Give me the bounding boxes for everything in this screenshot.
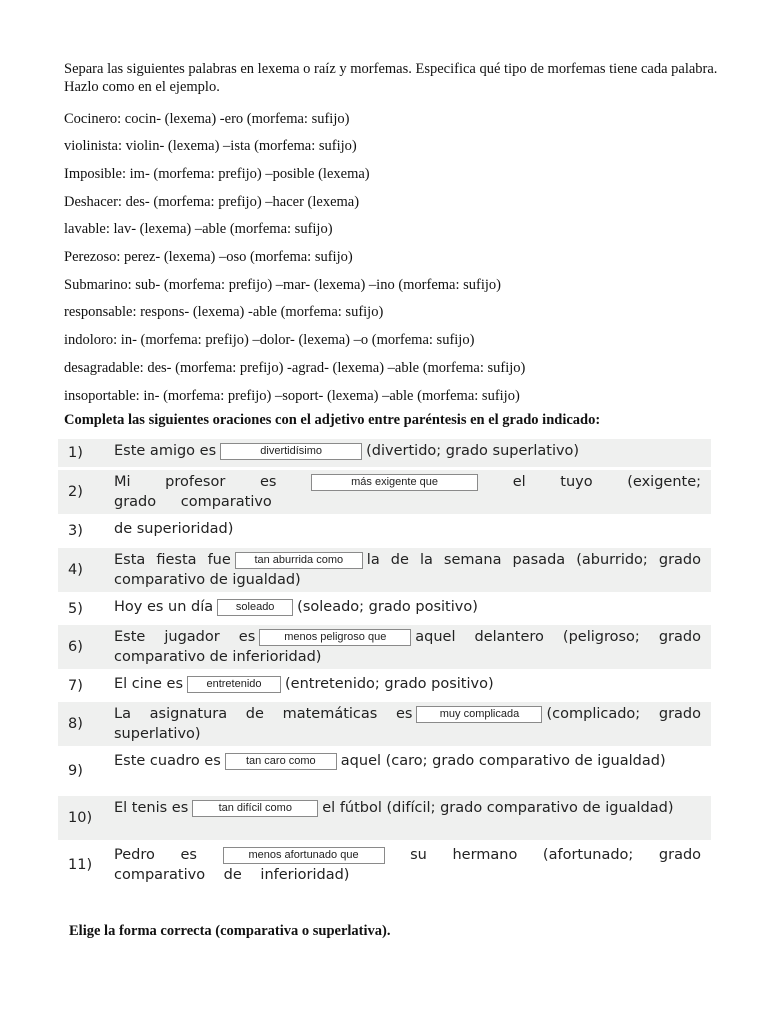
exercise-number: 5) xyxy=(58,595,108,622)
sentence-start: El tenis es xyxy=(114,800,189,816)
answer-field[interactable]: tan difícil como xyxy=(192,800,318,817)
exercise-number: 8) xyxy=(58,702,108,746)
exercise-number: 7) xyxy=(58,672,108,699)
section-heading: Completa las siguientes oraciones con el adjetivo entre paréntesis en el grado indicado: xyxy=(64,412,601,428)
sentence-start: de superioridad) xyxy=(114,521,234,537)
answer-field[interactable]: entretenido xyxy=(187,676,281,693)
exercise-row xyxy=(58,796,711,840)
answer-field[interactable]: muy complicada xyxy=(416,706,542,723)
sentence-end: (entretenido; grado positivo) xyxy=(285,676,494,692)
exercise-row xyxy=(58,749,711,793)
sentence-start: El cine es xyxy=(114,676,183,692)
example-line: Submarino: sub- (morfema: prefijo) –mar- (lexema) –ino (morfema: sufijo) xyxy=(64,277,501,293)
example-line: desagradable: des- (morfema: prefijo) -agrad- (lexema) –able (morfema: sufijo) xyxy=(64,360,526,376)
sentence-end: (divertido; grado superlativo) xyxy=(366,443,580,459)
exercise-row xyxy=(58,548,711,592)
sentence-end: aquel delantero (peligroso; grado comparativo de inferioridad) xyxy=(114,629,701,665)
exercise-number: 11) xyxy=(58,843,108,887)
instructions-paragraph: Separa las siguientes palabras en lexema o raíz y morfemas. Especifica qué tipo de morfemas tiene cada palabra. Hazlo como en el ejemplo. xyxy=(64,61,718,95)
example-line: Deshacer: des- (morfema: prefijo) –hacer (lexema) xyxy=(64,194,360,210)
sentence-end: su hermano (afortunado; grado comparativo de inferioridad) xyxy=(114,847,702,883)
exercise-row xyxy=(58,702,711,746)
sentence-start: Mi profesor es xyxy=(114,474,277,490)
exercise-number: 3) xyxy=(58,517,108,545)
sentence-end: (complicado; grado superlativo) xyxy=(114,706,701,742)
example-line: lavable: lav- (lexema) –able (morfema: sufijo) xyxy=(64,221,333,237)
section-heading: Elige la forma correcta (comparativa o superlativa). xyxy=(69,923,391,939)
exercise-row xyxy=(58,843,711,887)
sentence-end: la de la semana pasada (aburrido; grado comparativo de igualdad) xyxy=(114,552,701,588)
sentence-end: el tuyo (exigente; grado comparativo xyxy=(114,474,701,510)
answer-field[interactable]: más exigente que xyxy=(311,474,478,491)
answer-field[interactable]: menos afortunado que xyxy=(223,847,385,864)
sentence-start: Hoy es un día xyxy=(114,599,214,615)
exercise-table xyxy=(58,439,711,890)
sentence-start: Este jugador es xyxy=(114,629,256,645)
sentence-end: (soleado; grado positivo) xyxy=(297,599,478,615)
sentence-start: Pedro es xyxy=(114,847,197,863)
example-line: Imposible: im- (morfema: prefijo) –posible (lexema) xyxy=(64,166,370,182)
exercise-number: 1) xyxy=(58,439,108,467)
sentence-start: Esta fiesta fue xyxy=(114,552,231,568)
example-line: violinista: violin- (lexema) –ista (morfema: sufijo) xyxy=(64,138,357,154)
exercise-row xyxy=(58,625,711,669)
exercise-number: 6) xyxy=(58,625,108,669)
example-line: insoportable: in- (morfema: prefijo) –soport- (lexema) –able (morfema: sufijo) xyxy=(64,388,520,404)
answer-field[interactable]: tan aburrida como xyxy=(235,552,363,569)
example-line: responsable: respons- (lexema) -able (morfema: sufijo) xyxy=(64,304,384,320)
exercise-number: 4) xyxy=(58,548,108,592)
answer-field[interactable]: divertidísimo xyxy=(220,443,362,460)
exercise-number: 2) xyxy=(58,470,108,514)
example-line: indoloro: in- (morfema: prefijo) –dolor- (lexema) –o (morfema: sufijo) xyxy=(64,332,475,348)
exercise-number: 10) xyxy=(58,796,108,840)
example-line: Cocinero: cocin- (lexema) -ero (morfema: sufijo) xyxy=(64,111,350,127)
answer-field[interactable]: menos peligroso que xyxy=(259,629,411,646)
exercise-row xyxy=(58,470,711,514)
exercise-row xyxy=(58,517,711,545)
exercise-row xyxy=(58,439,711,467)
sentence-start: Este cuadro es xyxy=(114,753,221,769)
answer-field[interactable]: soleado xyxy=(217,599,293,616)
sentence-start: La asignatura de matemáticas es xyxy=(114,706,413,722)
exercise-row xyxy=(58,672,711,699)
sentence-end: el fútbol (difícil; grado comparativo de igualdad) xyxy=(322,800,674,816)
exercise-number: 9) xyxy=(58,749,108,793)
sentence-end: aquel (caro; grado comparativo de igualdad) xyxy=(340,753,666,769)
exercise-row xyxy=(58,595,711,622)
sentence-start: Este amigo es xyxy=(114,443,217,459)
example-line: Perezoso: perez- (lexema) –oso (morfema: sufijo) xyxy=(64,249,353,265)
answer-field[interactable]: tan caro como xyxy=(225,753,337,770)
